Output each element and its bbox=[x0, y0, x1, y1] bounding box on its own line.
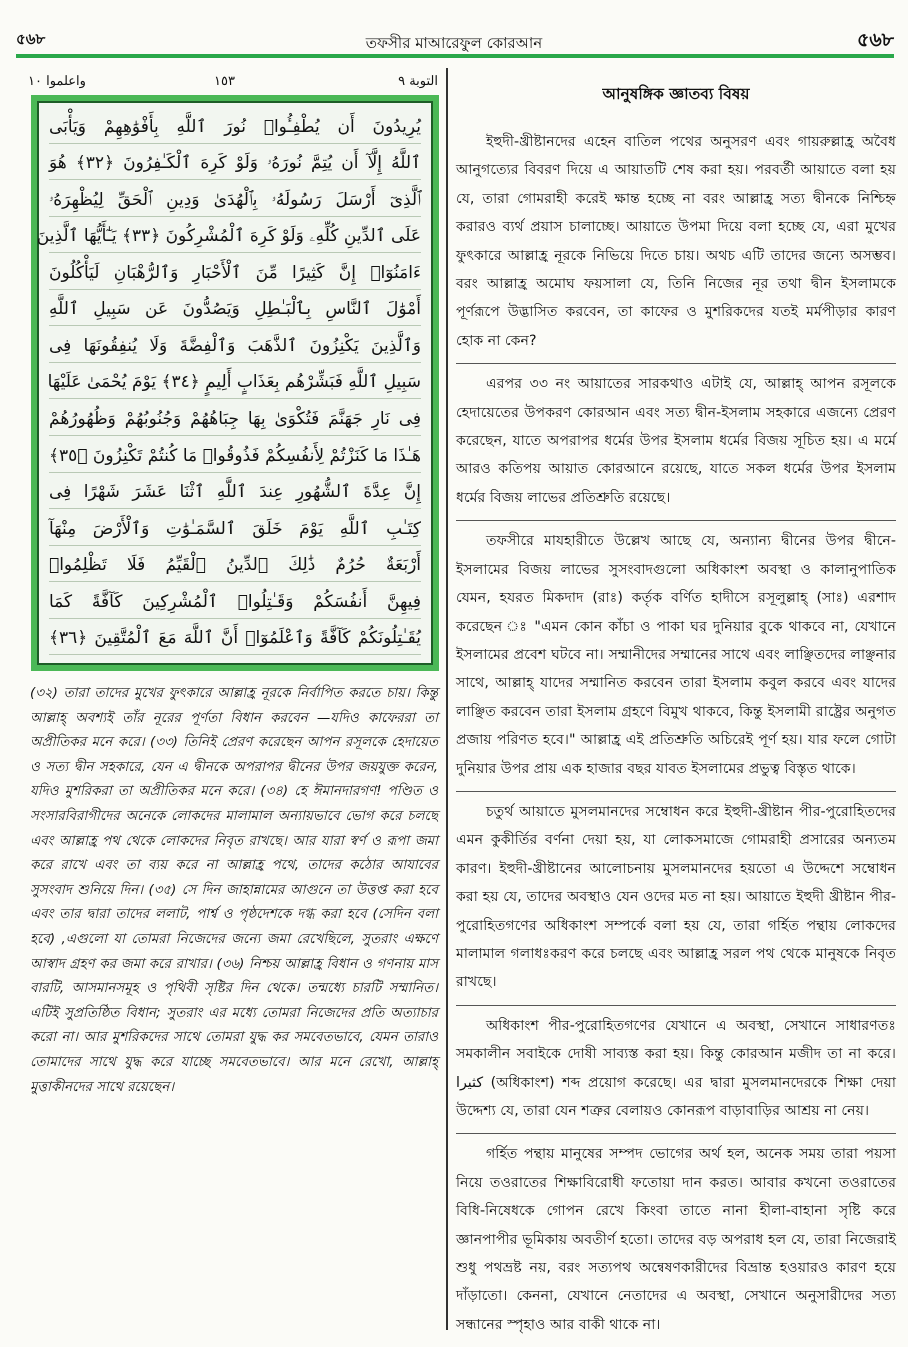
quran-line: يُرِيدُونَ أَن يُطْفِـُٔوا۟ نُورَ ٱللَّهِ بِأَفْوَٰهِهِمْ وَيَأْبَى bbox=[49, 111, 421, 144]
commentary-paragraphs bbox=[456, 128, 896, 1347]
page-header bbox=[0, 0, 908, 60]
commentary-paragraph: এরপর ৩৩ নং আয়াতের সারকথাও এটাই যে, আল্লাহ্ আপন রসূলকে হেদায়েতের উপকরণ কোরআন এবং সত্য দ্বীন-ইসলাম সহকারে এজন্যে প্রেরণ করেছেন, যাতে অপরাপর ধর্মের উপর ইসলাম ধর্মের বিজয় সূচিত হয়। এ মর্মে আরও কতিপয় আয়াত কোরআনে রয়েছে, যাতে সকল ধর্মের উপর ইসলাম ধর্মের বিজয় লাভের প্রতিশ্রুতি রয়েছে। bbox=[456, 363, 896, 520]
book-title: তফসীর মাআরেফুল কোরআন bbox=[365, 34, 543, 52]
quran-line: كِتَـٰبِ ٱللَّهِ يَوْمَ خَلَقَ ٱلسَّمَـٰوَٰتِ وَٱلْأَرْضَ مِنْهَآ bbox=[49, 513, 421, 546]
quran-line: ٱللَّهُ إِلَّآ أَن يُتِمَّ نُورَهُۥ وَلَوْ كَرِهَ ٱلْكَـٰفِرُونَ ﴿٣٢﴾ هُوَ bbox=[49, 147, 421, 180]
quran-line: يُقَـٰتِلُونَكُمْ كَآفَّةً وَٱعْلَمُوٓا۟ أَنَّ ٱللَّهَ مَعَ ٱلْمُتَّقِينَ ﴿٣٦﴾ bbox=[49, 622, 421, 655]
page-number-right: ৫৬৮ bbox=[856, 29, 894, 51]
quran-text-panel bbox=[37, 101, 433, 665]
quran-line: فِيهِنَّ أَنفُسَكُمْ وَقَـٰتِلُوا۟ ٱلْمُشْرِكِينَ كَآفَّةً كَمَا bbox=[49, 586, 421, 619]
quran-line: أَرْبَعَةٌ حُرُمٌ ذَٰلِكَ ٱلدِّينُ ٱلْقَيِّمُ فَلَا تَظْلِمُوا۟ bbox=[49, 549, 421, 582]
commentary-column bbox=[456, 82, 896, 1347]
juz-marker: واعلموا ١٠ bbox=[28, 74, 86, 89]
commentary-paragraph: চতুর্থ আয়াতে মুসলমানদের সম্বোধন করে ইহুদী-খ্রীষ্টান পীর-পুরোহিতদের এমন কুকীর্তির বর্ণনা দেয়া হয়, যা লোকসমাজে গোমরাহী প্রসারের অন্যতম কারণ। ইহুদী-খ্রীষ্টানের আলোচনায় মুসলমানদের হয়তো এ উদ্দেশে সম্বোধন করা হয় যে, তাদের অবস্থাও যেন ওদের মত না হয়। আয়াতে ইহুদী খ্রীষ্টান পীর-পুরোহিতগণের অধিকাংশ সম্পর্কে বলা হয় যে, তারা গর্হিত পন্থায় লোকদের মালামাল গলাধঃকরণ করে চলছে এবং আল্লাহ্র সরল পথ থেকে মানুষকে নিবৃত রাখছে। bbox=[456, 791, 896, 1005]
quran-header bbox=[28, 70, 438, 94]
surah-marker: التوبة ٩ bbox=[398, 74, 438, 89]
column-divider bbox=[446, 68, 448, 1330]
page-number-left: ৫৬৮ bbox=[16, 30, 46, 48]
quran-line: عَلَى ٱلدِّينِ كُلِّهِۦ وَلَوْ كَرِهَ ٱلْمُشْرِكُونَ ﴿٣٣﴾ يَـٰٓأَيُّهَا ٱلَّذِينَ bbox=[49, 220, 421, 253]
quran-line: هَـٰذَا مَا كَنَزْتُمْ لِأَنفُسِكُمْ فَذُوقُوا۟ مَا كُنتُمْ تَكْنِزُونَ ﴿٣٥﴾ bbox=[49, 440, 421, 473]
quran-line: ءَامَنُوٓا۟ إِنَّ كَثِيرًا مِّنَ ٱلْأَحْبَارِ وَٱلرُّهْبَانِ لَيَأْكُلُونَ bbox=[49, 257, 421, 290]
quran-line: وَٱلَّذِينَ يَكْنِزُونَ ٱلذَّهَبَ وَٱلْفِضَّةَ وَلَا يُنفِقُونَهَا فِى bbox=[49, 330, 421, 363]
quran-line: فِى نَارِ جَهَنَّمَ فَتُكْوَىٰ بِهَا جِبَاهُهُمْ وَجُنُوبُهُمْ وَظُهُورُهُمْ bbox=[49, 403, 421, 436]
commentary-paragraph: অধিকাংশ পীর-পুরোহিতগণের যেখানে এ অবস্থা, সেখানে সাধারণতঃ সমকালীন সবাইকে দোষী সাব্যস্ত করা হয়। কিন্তু কোরআন মজীদ তা না করে। كثيرا (অধিকাংশ) শব্দ প্রয়োগ করেছে। এর দ্বারা মুসলমানদেরকে শিক্ষা দেয়া উদ্দেশ্য যে, তারা যেন শত্রুর বেলায়ও কোনরূপ বাড়াবাড়ির আশ্রয় না নেয়। bbox=[456, 1005, 896, 1134]
bengali-translation: (৩২) তারা তাদের মুখের ফুৎকারে আল্লাহ্র নূরকে নির্বাপিত করতে চায়। কিন্তু আল্লাহ্ অবশ্যই তাঁর নূরের পূর্ণতা বিধান করবেন —যদিও কাফেররা তা অপ্রীতিকর মনে করে। (৩৩) তিনিই প্রেরণ করেছেন আপন রসূলকে হেদায়েত ও সত্য দ্বীন সহকারে, যেন এ দ্বীনকে অপরাপর দ্বীনের উপর জয়যুক্ত করেন, যদিও মুশরিকরা তা অপ্রীতিকর মনে করে। (৩৪) হে ঈমানদারগণ! পণ্ডিত ও সংসারবিরাগীদের অনেকে লোকদের মালামাল অন্যায়ভাবে ভোগ করে চলছে এবং আল্লাহ্র পথ থেকে লোকদের নিবৃত রাখছে। আর যারা স্বর্ণ ও রূপা জমা করে রাখে এবং তা ব্যয় করে না আল্লাহ্র পথে, তাদের কঠোর আযাবের সুসংবাদ শুনিয়ে দিন। (৩৫) সে দিন জাহান্নামের আগুনে তা উত্তপ্ত করা হবে এবং তার দ্বারা তাদের ললাট, পার্শ্ব ও পৃষ্ঠদেশকে দগ্ধ করা হবে (সেদিন বলা হবে) ,এগুলো যা তোমরা নিজেদের জন্যে জমা রেখেছিলে, সুতরাং এক্ষণে আস্বাদ গ্রহণ কর জমা করে রাখার। (৩৬) নিশ্চয় আল্লাহ্র বিধান ও গণনায় মাস বারটি, আসমানসমূহ ও পৃথিবী সৃষ্টির দিন থেকে। তন্মধ্যে চারটি সম্মানিত। এটিই সুপ্রতিষ্ঠিত বিধান; সুতরাং এর মধ্যে তোমরা নিজেদের প্রতি অত্যাচার করো না। আর মুশরিকদের সাথে তোমরা যুদ্ধ কর সমবেতভাবে, যেমন তারাও তোমাদের সাথে যুদ্ধ করে যাচ্ছে সমবেতভাবে। আর মনে রেখো, আল্লাহ্ মুত্তাকীনদের সাথে রয়েছেন। bbox=[30, 686, 438, 1095]
quran-text-frame bbox=[31, 95, 439, 671]
commentary-paragraph: তফসীরে মাযহারীতে উল্লেখ আছে যে, অন্যান্য দ্বীনের উপর দ্বীনে-ইসলামের বিজয় লাভের সুসংবাদগুলো অধিকাংশ অবস্থা ও কালানুপাতিক যেমন, হযরত মিকদাদ (রাঃ) কর্তৃক বর্ণিত হাদীসে রসূলুল্লাহ্ (সাঃ) এরশাদ করেছেন ঃ "এমন কোন কাঁচা ও পাকা ঘর দুনিয়ার বুকে থাকবে না, যেখানে ইসলামের প্রবেশ ঘটবে না। সম্মানীদের সম্মানের সাথে এবং লাঞ্ছিতদের লাঞ্ছনার সাথে, আল্লাহ্ যাদের সম্মানিত করবেন তারা ইসলাম কবুল করবে এবং যাদের লাঞ্ছিত করবেন তারা ইসলাম গ্রহণে বিমুখ থাকবে, কিন্তু ইসলামী রাষ্ট্রের অনুগত প্রজায় পরিণত হবে।" আল্লাহ্র এই প্রতিশ্রুতি অচিরেই পূর্ণ হয়। যার ফলে গোটা দুনিয়ার উপর প্রায় এক হাজার বছর যাবত ইসলামের প্রভুত্ব বিস্তৃত থাকে। bbox=[456, 520, 896, 791]
commentary-paragraph: ইহুদী-খ্রীষ্টানদের এহেন বাতিল পথের অনুসরণ এবং গায়রুল্লাহ্র অবৈধ আনুগত্যের বিবরণ দিয়ে এ আয়াতটি শেষ করা হয়। পরবর্তী আয়াতে বলা হয় যে, তারা গোমরাহী করেই ক্ষান্ত হচ্ছে না বরং আল্লাহ্র সত্য দ্বীনকে নিশ্চিহ্ন করারও ব্যর্থ প্রয়াস চালাচ্ছে। আয়াতে উপমা দিয়ে বলা হচ্ছে যে, এরা মুখের ফুৎকারে আল্লাহ্র নূরকে নিভিয়ে দিতে চায়। অথচ এটি তাদের জন্যে অসম্ভব। বরং আল্লাহ্র অমোঘ ফয়সালা যে, তিনি নিজের নূর তথা দ্বীন ইসলামকে পূর্ণরূপে উদ্ভাসিত করবেন, তা কাফের ও মুশরিকদের যতই মর্মপীড়ার কারণ হোক না কেন? bbox=[456, 134, 896, 349]
section-title: আনুষঙ্গিক জ্ঞাতব্য বিষয় bbox=[602, 85, 750, 103]
header-rule bbox=[16, 54, 894, 58]
quran-line: سَبِيلِ ٱللَّهِ فَبَشِّرْهُم بِعَذَابٍ أَلِيمٍ ﴿٣٤﴾ يَوْمَ يُحْمَىٰ عَلَيْهَا bbox=[49, 366, 421, 399]
quran-line: إِنَّ عِدَّةَ ٱلشُّهُورِ عِندَ ٱللَّهِ ٱثْنَا عَشَرَ شَهْرًا فِى bbox=[49, 476, 421, 509]
quran-line: ٱلَّذِىٓ أَرْسَلَ رَسُولَهُۥ بِٱلْهُدَىٰ وَدِينِ ٱلْحَقِّ لِيُظْهِرَهُۥ bbox=[49, 184, 421, 217]
quran-line: أَمْوَٰلَ ٱلنَّاسِ بِٱلْبَـٰطِلِ وَيَصُدُّونَ عَن سَبِيلِ ٱللَّهِ bbox=[49, 293, 421, 326]
quran-page-number: ١٥٣ bbox=[214, 74, 235, 89]
commentary-paragraph: গর্হিত পন্থায় মানুষের সম্পদ ভোগের অর্থ হল, অনেক সময় তারা পয়সা নিয়ে তওরাতের শিক্ষাবিরোধী ফতোয়া দান করত। আবার কখনো তওরাতের বিধি-নিষেধকে গোপন রেখে কিংবা তাতে নানা হীলা-বাহানা সৃষ্টি করে জ্ঞানপাপীর ভূমিকায় অবতীর্ণ হতো। তাদের বড় অপরাধ হল যে, তারা নিজেরাই শুধু পথভ্রষ্ট নয়, বরং সত্যপথ অন্বেষণকারীদের বিভ্রান্ত হওয়ারও কারণ হয়ে দাঁড়াতো। কেননা, যেখানে নেতাদের এ অবস্থা, সেখানে অনুসারীদের সত্য সন্ধানের স্পৃহাও আর বাকী থাকে না। bbox=[456, 1133, 896, 1347]
